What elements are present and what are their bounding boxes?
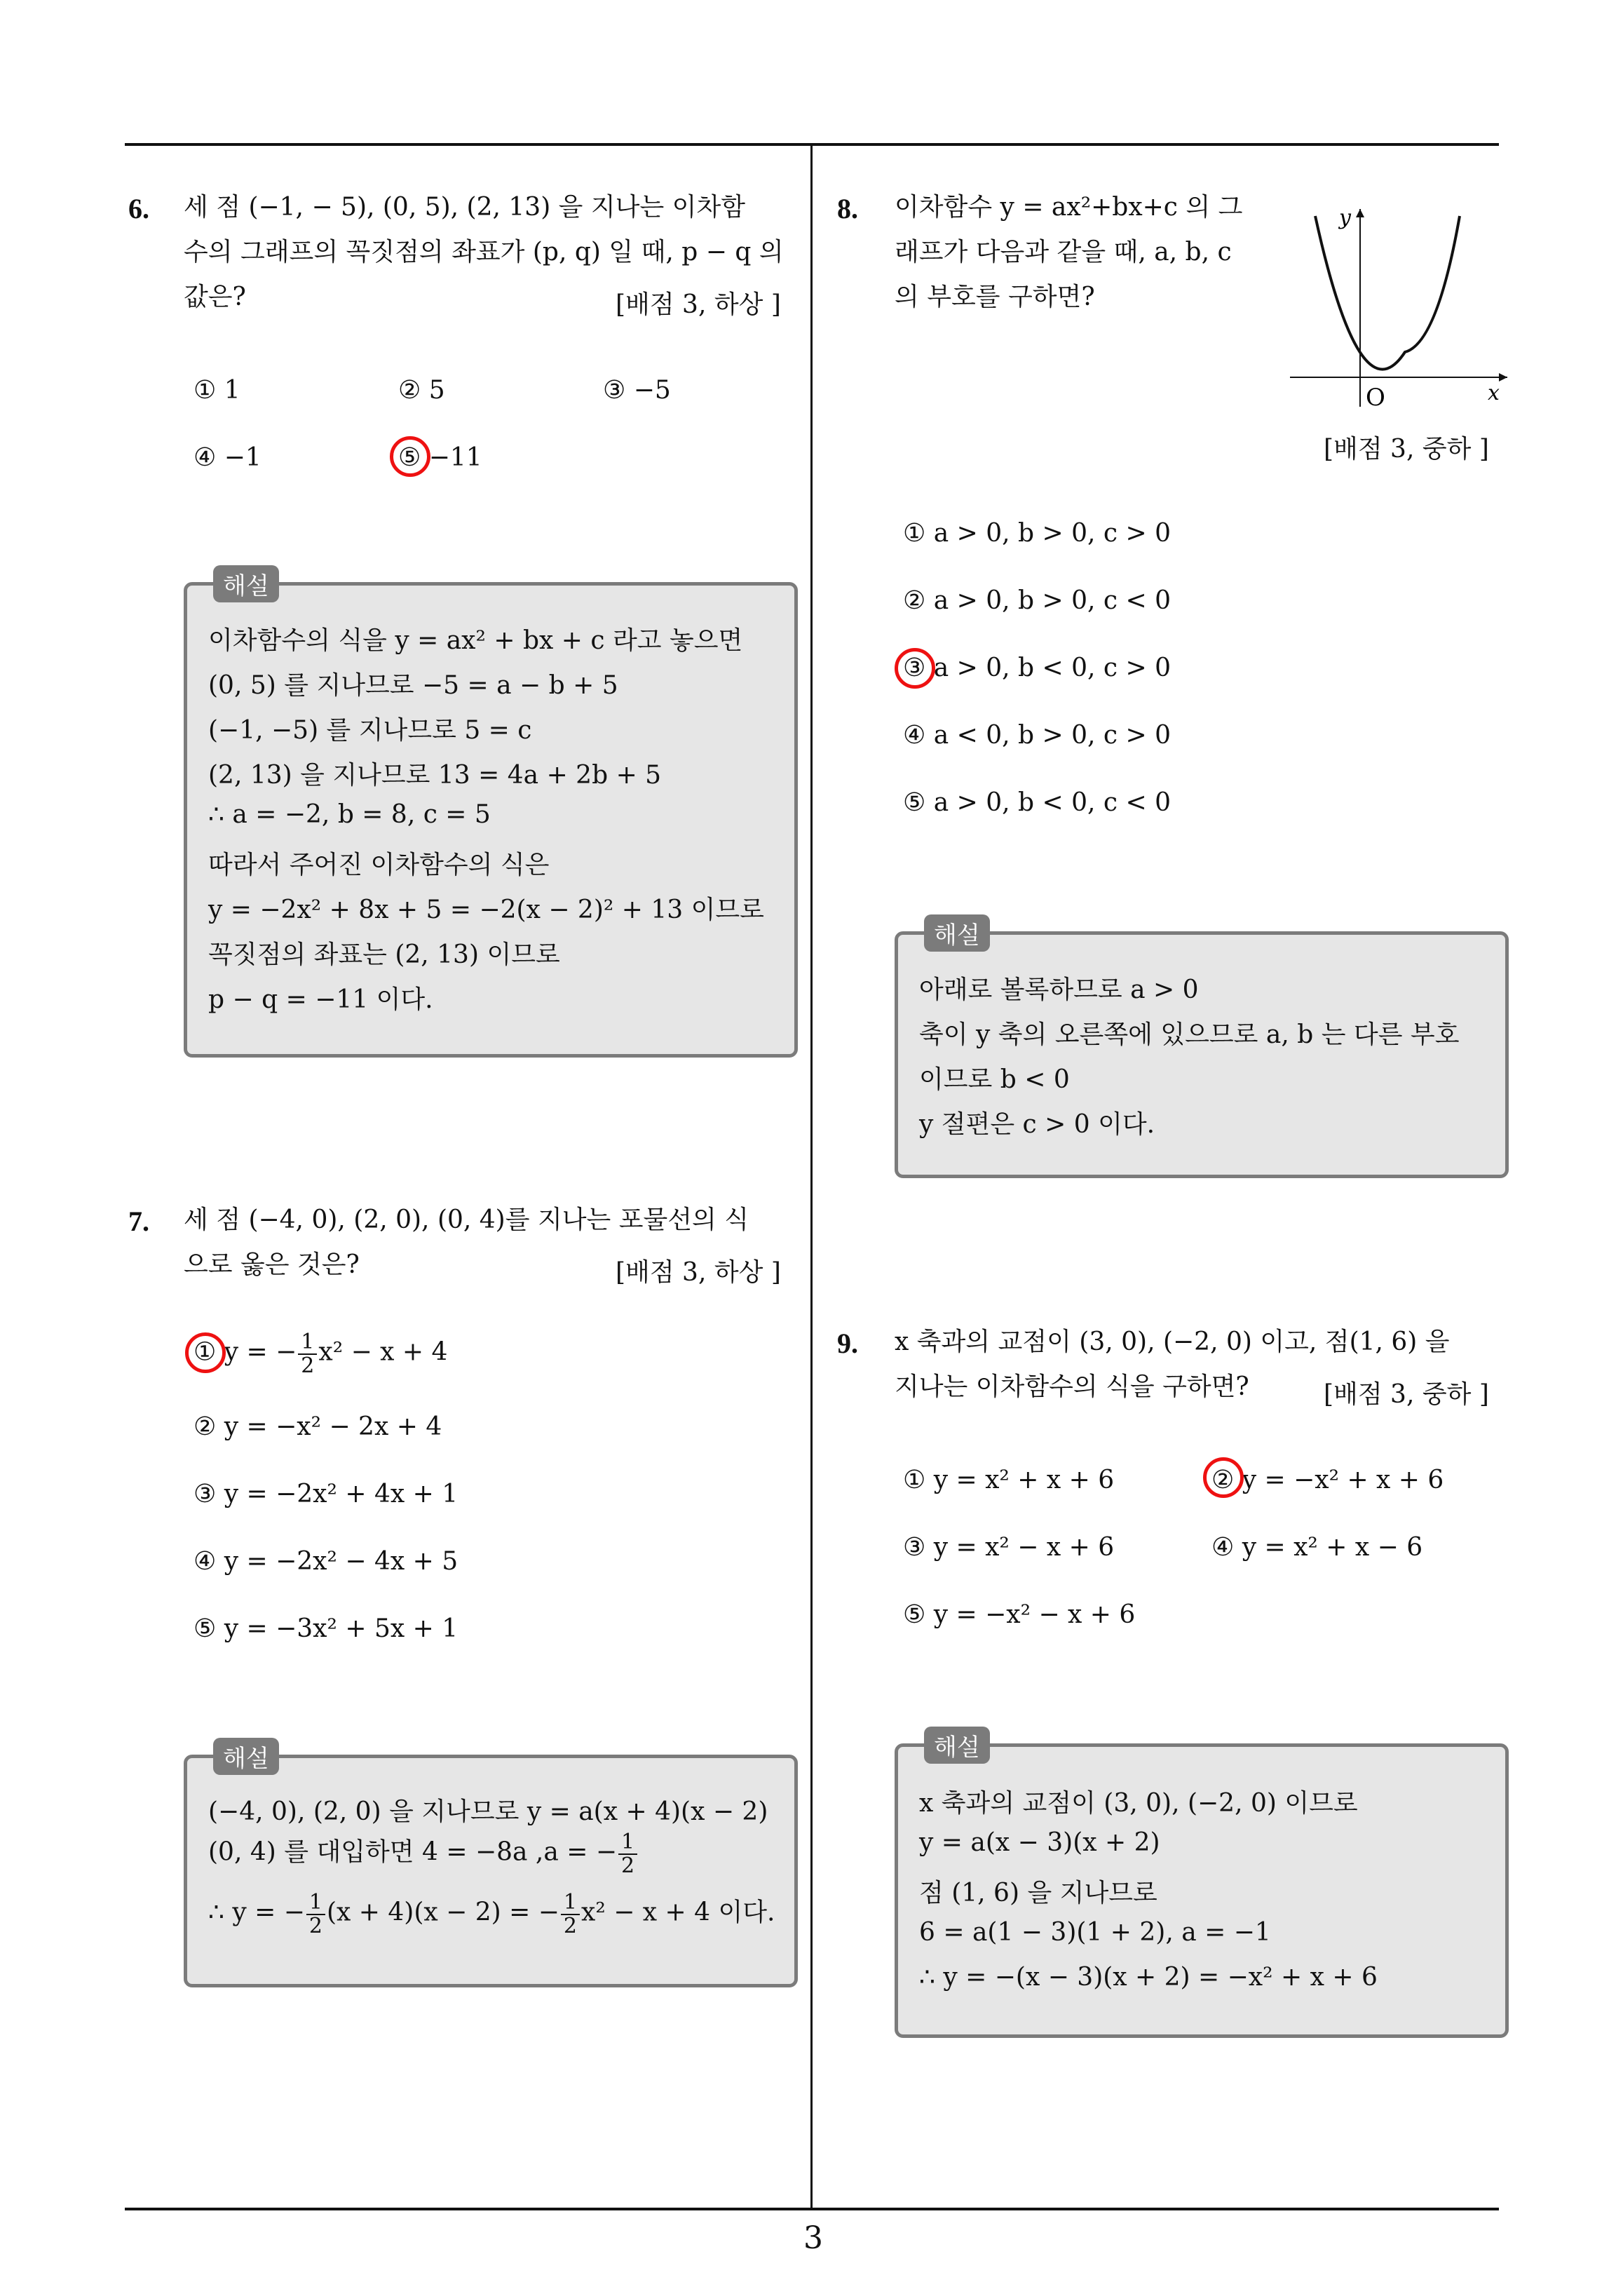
q9-answer-mark <box>1203 1457 1244 1498</box>
question-7-number: 7. <box>128 1206 149 1237</box>
q7-solution-line-1: (−4, 0), (2, 0) 을 지나므로 y = a(x + 4)(x − 2) <box>208 1797 768 1826</box>
q8-solution-line-3: 이므로 b < 0 <box>919 1065 1070 1094</box>
question-7-meta: [배점 3, 하상 ] <box>616 1258 781 1287</box>
q9-solution-line-4: 6 = a(1 − 3)(1 + 2), a = −1 <box>919 1918 1271 1947</box>
graph-y-label: y <box>1339 205 1351 230</box>
question-8-number: 8. <box>837 193 858 224</box>
q6-choice-1[interactable]: ① 1 <box>193 376 240 405</box>
question-9-number: 9. <box>837 1328 858 1359</box>
fraction-numerator: 1 <box>561 1891 580 1915</box>
q7-solution-line-2 <box>208 1831 639 1877</box>
fraction-denominator: 2 <box>563 1913 578 1938</box>
q9-choice-1[interactable]: ① y = x² + x + 6 <box>903 1466 1115 1494</box>
q6-choice-4[interactable]: ④ −1 <box>193 443 262 472</box>
q7-answer-mark <box>185 1332 226 1373</box>
question-6-line-1: 세 점 (−1, − 5), (0, 5), (2, 13) 을 지나는 이차함 <box>184 193 746 222</box>
q7-solution-fraction <box>618 1831 637 1877</box>
q9-choice-2[interactable]: ② y = −x² + x + 6 <box>1211 1466 1444 1494</box>
question-6-line-3: 값은? <box>184 283 246 311</box>
q8-choice-1[interactable]: ① a > 0, b > 0, c > 0 <box>903 519 1172 548</box>
q8-solution-line-2: 축이 y 축의 오른쪽에 있으므로 a, b 는 다른 부호 <box>919 1020 1460 1049</box>
q6-solution-line-5: ∴ a = −2, b = 8, c = 5 <box>208 800 491 829</box>
graph-x-label: x <box>1488 381 1500 405</box>
q6-solution-line-8: 꼭짓점의 좌표는 (2, 13) 이므로 <box>208 940 560 969</box>
q7-solution-tag: 해설 <box>213 1738 279 1775</box>
q9-choice-4[interactable]: ④ y = x² + x − 6 <box>1211 1533 1423 1562</box>
q6-answer-mark <box>390 436 430 477</box>
question-8-line-3: 의 부호를 구하면? <box>895 283 1095 311</box>
q6-choice-5[interactable]: ⑤ −11 <box>398 443 482 472</box>
fraction-numerator: 1 <box>298 1331 317 1355</box>
q7-solution-line-2-text: (0, 4) 를 대입하면 4 = −8a ,a = − <box>208 1837 618 1867</box>
q7-choice-1-rhs: x² − x + 4 <box>318 1337 448 1367</box>
q8-parabola-graph <box>1283 196 1521 421</box>
q8-choice-3[interactable]: ③ a > 0, b < 0, c > 0 <box>903 654 1172 682</box>
q9-solution-line-5: ∴ y = −(x − 3)(x + 2) = −x² + x + 6 <box>919 1963 1378 1992</box>
q7-solution-fraction-1 <box>306 1891 325 1937</box>
question-7-line-2: 으로 옳은 것은? <box>184 1250 360 1279</box>
q7-solution-box <box>184 1755 798 1987</box>
q6-solution-line-2: (0, 5) 를 지나므로 −5 = a − b + 5 <box>208 671 618 700</box>
q9-solution-box <box>895 1743 1509 2038</box>
q7-solution-line-3-b: (x + 4)(x − 2) = − <box>327 1898 559 1927</box>
q9-solution-line-2: y = a(x − 3)(x + 2) <box>919 1828 1160 1857</box>
q6-solution-line-6: 따라서 주어진 이차함수의 식은 <box>208 851 550 879</box>
fraction-numerator: 1 <box>306 1891 325 1915</box>
q6-solution-line-3: (−1, −5) 를 지나므로 5 = c <box>208 716 532 745</box>
fraction-denominator: 2 <box>621 1853 635 1878</box>
q7-choice-1-number: ① <box>193 1337 217 1367</box>
q6-solution-line-4: (2, 13) 을 지나므로 13 = 4a + 2b + 5 <box>208 761 662 790</box>
q7-choice-1-fraction <box>298 1331 317 1377</box>
q6-solution-line-7: y = −2x² + 8x + 5 = −2(x − 2)² + 13 이므로 <box>208 896 764 924</box>
q8-solution-box <box>895 931 1509 1178</box>
q7-choice-4[interactable]: ④ y = −2x² − 4x + 5 <box>193 1547 459 1576</box>
fraction-denominator: 2 <box>301 1353 315 1378</box>
q7-choice-1-lhs: y = − <box>224 1337 297 1367</box>
fraction-denominator: 2 <box>308 1913 322 1938</box>
question-9-meta: [배점 3, 중하 ] <box>1324 1380 1489 1409</box>
q8-choice-4[interactable]: ④ a < 0, b > 0, c > 0 <box>903 721 1172 750</box>
q6-solution-box <box>184 582 798 1058</box>
q7-solution-line-3-c: x² − x + 4 이다. <box>581 1898 775 1927</box>
q6-choice-3[interactable]: ③ −5 <box>603 376 671 405</box>
q7-choice-2[interactable]: ② y = −x² − 2x + 4 <box>193 1412 442 1441</box>
column-divider <box>810 144 813 2209</box>
q8-choice-2[interactable]: ② a > 0, b > 0, c < 0 <box>903 586 1172 615</box>
question-8-line-2: 래프가 다음과 같을 때, a, b, c <box>895 238 1232 266</box>
q9-choice-5[interactable]: ⑤ y = −x² − x + 6 <box>903 1600 1136 1629</box>
question-6-line-2: 수의 그래프의 꼭짓점의 좌표가 (p, q) 일 때, p − q 의 <box>184 238 784 266</box>
q6-choice-2[interactable]: ② 5 <box>398 376 445 405</box>
q7-choice-3[interactable]: ③ y = −2x² + 4x + 1 <box>193 1480 459 1508</box>
q9-solution-line-1: x 축과의 교점이 (3, 0), (−2, 0) 이므로 <box>919 1789 1358 1818</box>
q8-solution-line-4: y 절편은 c > 0 이다. <box>919 1110 1155 1139</box>
q6-solution-line-9: p − q = −11 이다. <box>208 985 433 1014</box>
q8-solution-tag: 해설 <box>924 914 990 952</box>
q6-solution-line-1: 이차함수의 식을 y = ax² + bx + c 라고 놓으면 <box>208 626 743 655</box>
question-6-meta: [배점 3, 하상 ] <box>616 290 781 319</box>
fraction-numerator: 1 <box>618 1831 637 1855</box>
q6-solution-tag: 해설 <box>213 565 279 602</box>
q7-choice-5[interactable]: ⑤ y = −3x² + 5x + 1 <box>193 1614 459 1643</box>
graph-origin-label: O <box>1366 384 1385 412</box>
x-axis-arrow-icon <box>1499 373 1507 381</box>
q7-choice-1[interactable] <box>193 1331 447 1377</box>
question-8-meta: [배점 3, 중하 ] <box>1324 435 1489 464</box>
question-9-line-2: 지나는 이차함수의 식을 구하면? <box>895 1372 1249 1401</box>
question-7-line-1: 세 점 (−4, 0), (2, 0), (0, 4)를 지나는 포물선의 식 <box>184 1206 749 1234</box>
q9-solution-line-3: 점 (1, 6) 을 지나므로 <box>919 1879 1157 1907</box>
q8-choice-5[interactable]: ⑤ a > 0, b < 0, c < 0 <box>903 788 1172 817</box>
question-6-number: 6. <box>128 193 149 224</box>
q8-answer-mark <box>895 648 935 689</box>
y-axis-arrow-icon <box>1356 209 1364 217</box>
parabola-curve <box>1315 216 1460 370</box>
q7-solution-line-3-a: ∴ y = − <box>208 1898 305 1927</box>
question-8-line-1: 이차함수 y = ax²+bx+c 의 그 <box>895 193 1243 222</box>
q8-solution-line-1: 아래로 볼록하므로 a > 0 <box>919 975 1199 1004</box>
q7-solution-fraction-2 <box>561 1891 580 1937</box>
q7-solution-line-3 <box>208 1891 775 1937</box>
page-number: 3 <box>803 2220 823 2256</box>
question-9-line-1: x 축과의 교점이 (3, 0), (−2, 0) 이고, 점(1, 6) 을 <box>895 1328 1450 1356</box>
q9-choice-3[interactable]: ③ y = x² − x + 6 <box>903 1533 1115 1562</box>
q9-solution-tag: 해설 <box>924 1727 990 1764</box>
